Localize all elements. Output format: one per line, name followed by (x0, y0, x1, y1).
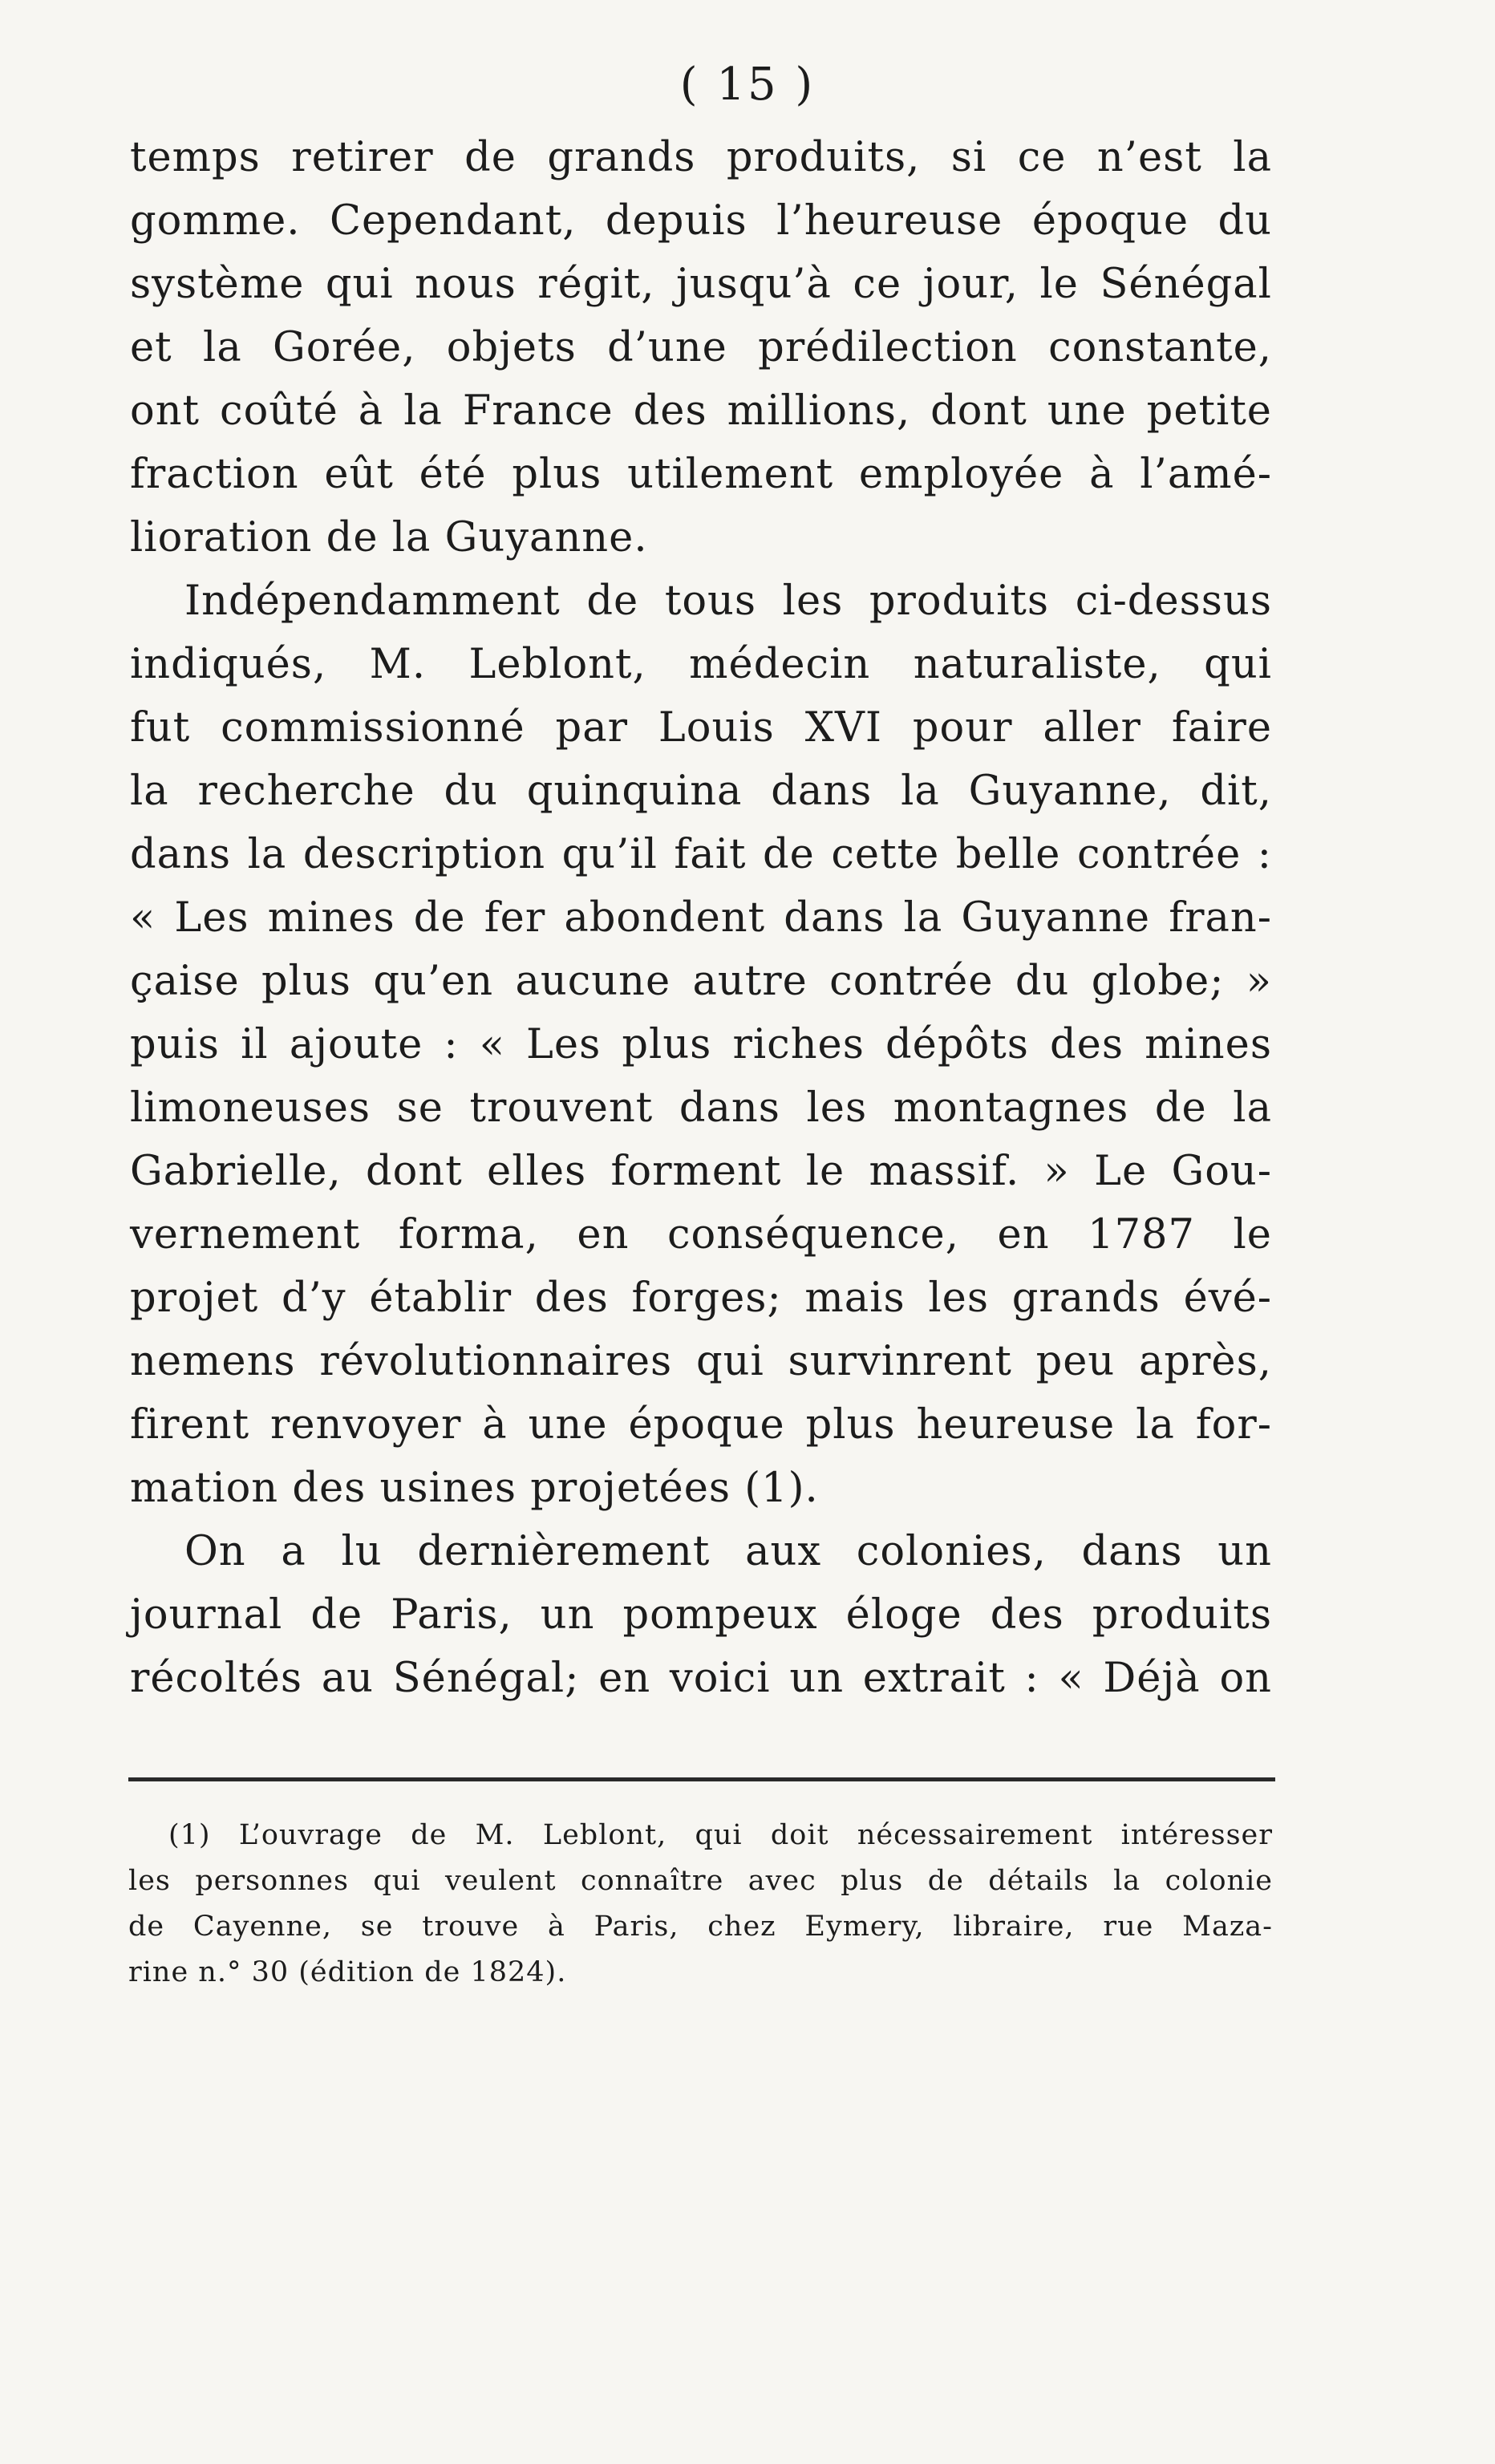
text-line: projet d’y établir des forges; mais les grands évé- (130, 1275, 1272, 1322)
footnote-line: de Cayenne, se trouve à Paris, chez Eymery, libraire, rue Maza- (128, 1911, 1273, 1943)
text-line: temps retirer de grands produits, si ce n’est la (130, 134, 1272, 181)
text-line: la recherche du quinquina dans la Guyanne, dit, (130, 768, 1272, 815)
text-line: limoneuses se trouvent dans les montagnes de la (130, 1084, 1272, 1132)
paragraph-start-line: Indépendamment de tous les produits ci-dessus (184, 578, 1272, 625)
paragraph-start-line: On a lu dernièrement aux colonies, dans un (184, 1528, 1272, 1575)
body-text (130, 126, 1272, 1710)
footnote-line: rine n.° 30 (édition de 1824). (128, 1956, 567, 1988)
text-line: çaise plus qu’en aucune autre contrée du globe; » (130, 958, 1272, 1005)
text-line: lioration de la Guyanne. (130, 514, 648, 561)
text-line: vernement forma, en conséquence, en 1787 le (130, 1211, 1272, 1258)
footnote-reference-line: mation des usines projetées (1). (130, 1465, 819, 1512)
text-line: fut commissionné par Louis XVI pour aller faire (130, 704, 1272, 752)
text-line: puis il ajoute : « Les plus riches dépôts des mines (130, 1021, 1272, 1068)
page-number: ( 15 ) (679, 59, 816, 111)
text-line: récoltés au Sénégal; en voici un extrait : « Déjà on (130, 1655, 1272, 1702)
footnote-line: (1) L’ouvrage de M. Leblont, qui doit nécessairement intéresser (168, 1819, 1273, 1851)
text-line: dans la description qu’il fait de cette belle contrée : (130, 831, 1272, 878)
text-line: nemens révolutionnaires qui survinrent peu après, (130, 1338, 1272, 1385)
text-line: fraction eût été plus utilement employée à l’amé- (130, 451, 1272, 498)
text-line: « Les mines de fer abondent dans la Guyanne fran- (130, 894, 1272, 942)
footnote-line: les personnes qui veulent connaître avec plus de détails la colonie (128, 1865, 1273, 1897)
text-line: système qui nous régit, jusqu’à ce jour, le Sénégal (130, 261, 1272, 308)
text-line: indiqués, M. Leblont, médecin naturaliste, qui (130, 641, 1272, 688)
text-line: gomme. Cependant, depuis l’heureuse époque du (130, 197, 1272, 245)
text-line: journal de Paris, un pompeux éloge des produits (130, 1591, 1272, 1639)
text-line: ont coûté à la France des millions, dont une petite (130, 387, 1272, 435)
footnote (128, 1813, 1273, 1996)
text-line: et la Gorée, objets d’une prédilection constante, (130, 324, 1272, 371)
text-line: Gabrielle, dont elles forment le massif. » Le Gou- (130, 1148, 1272, 1195)
footnote-divider (128, 1777, 1275, 1781)
text-line: firent renvoyer à une époque plus heureuse la for- (130, 1401, 1272, 1449)
